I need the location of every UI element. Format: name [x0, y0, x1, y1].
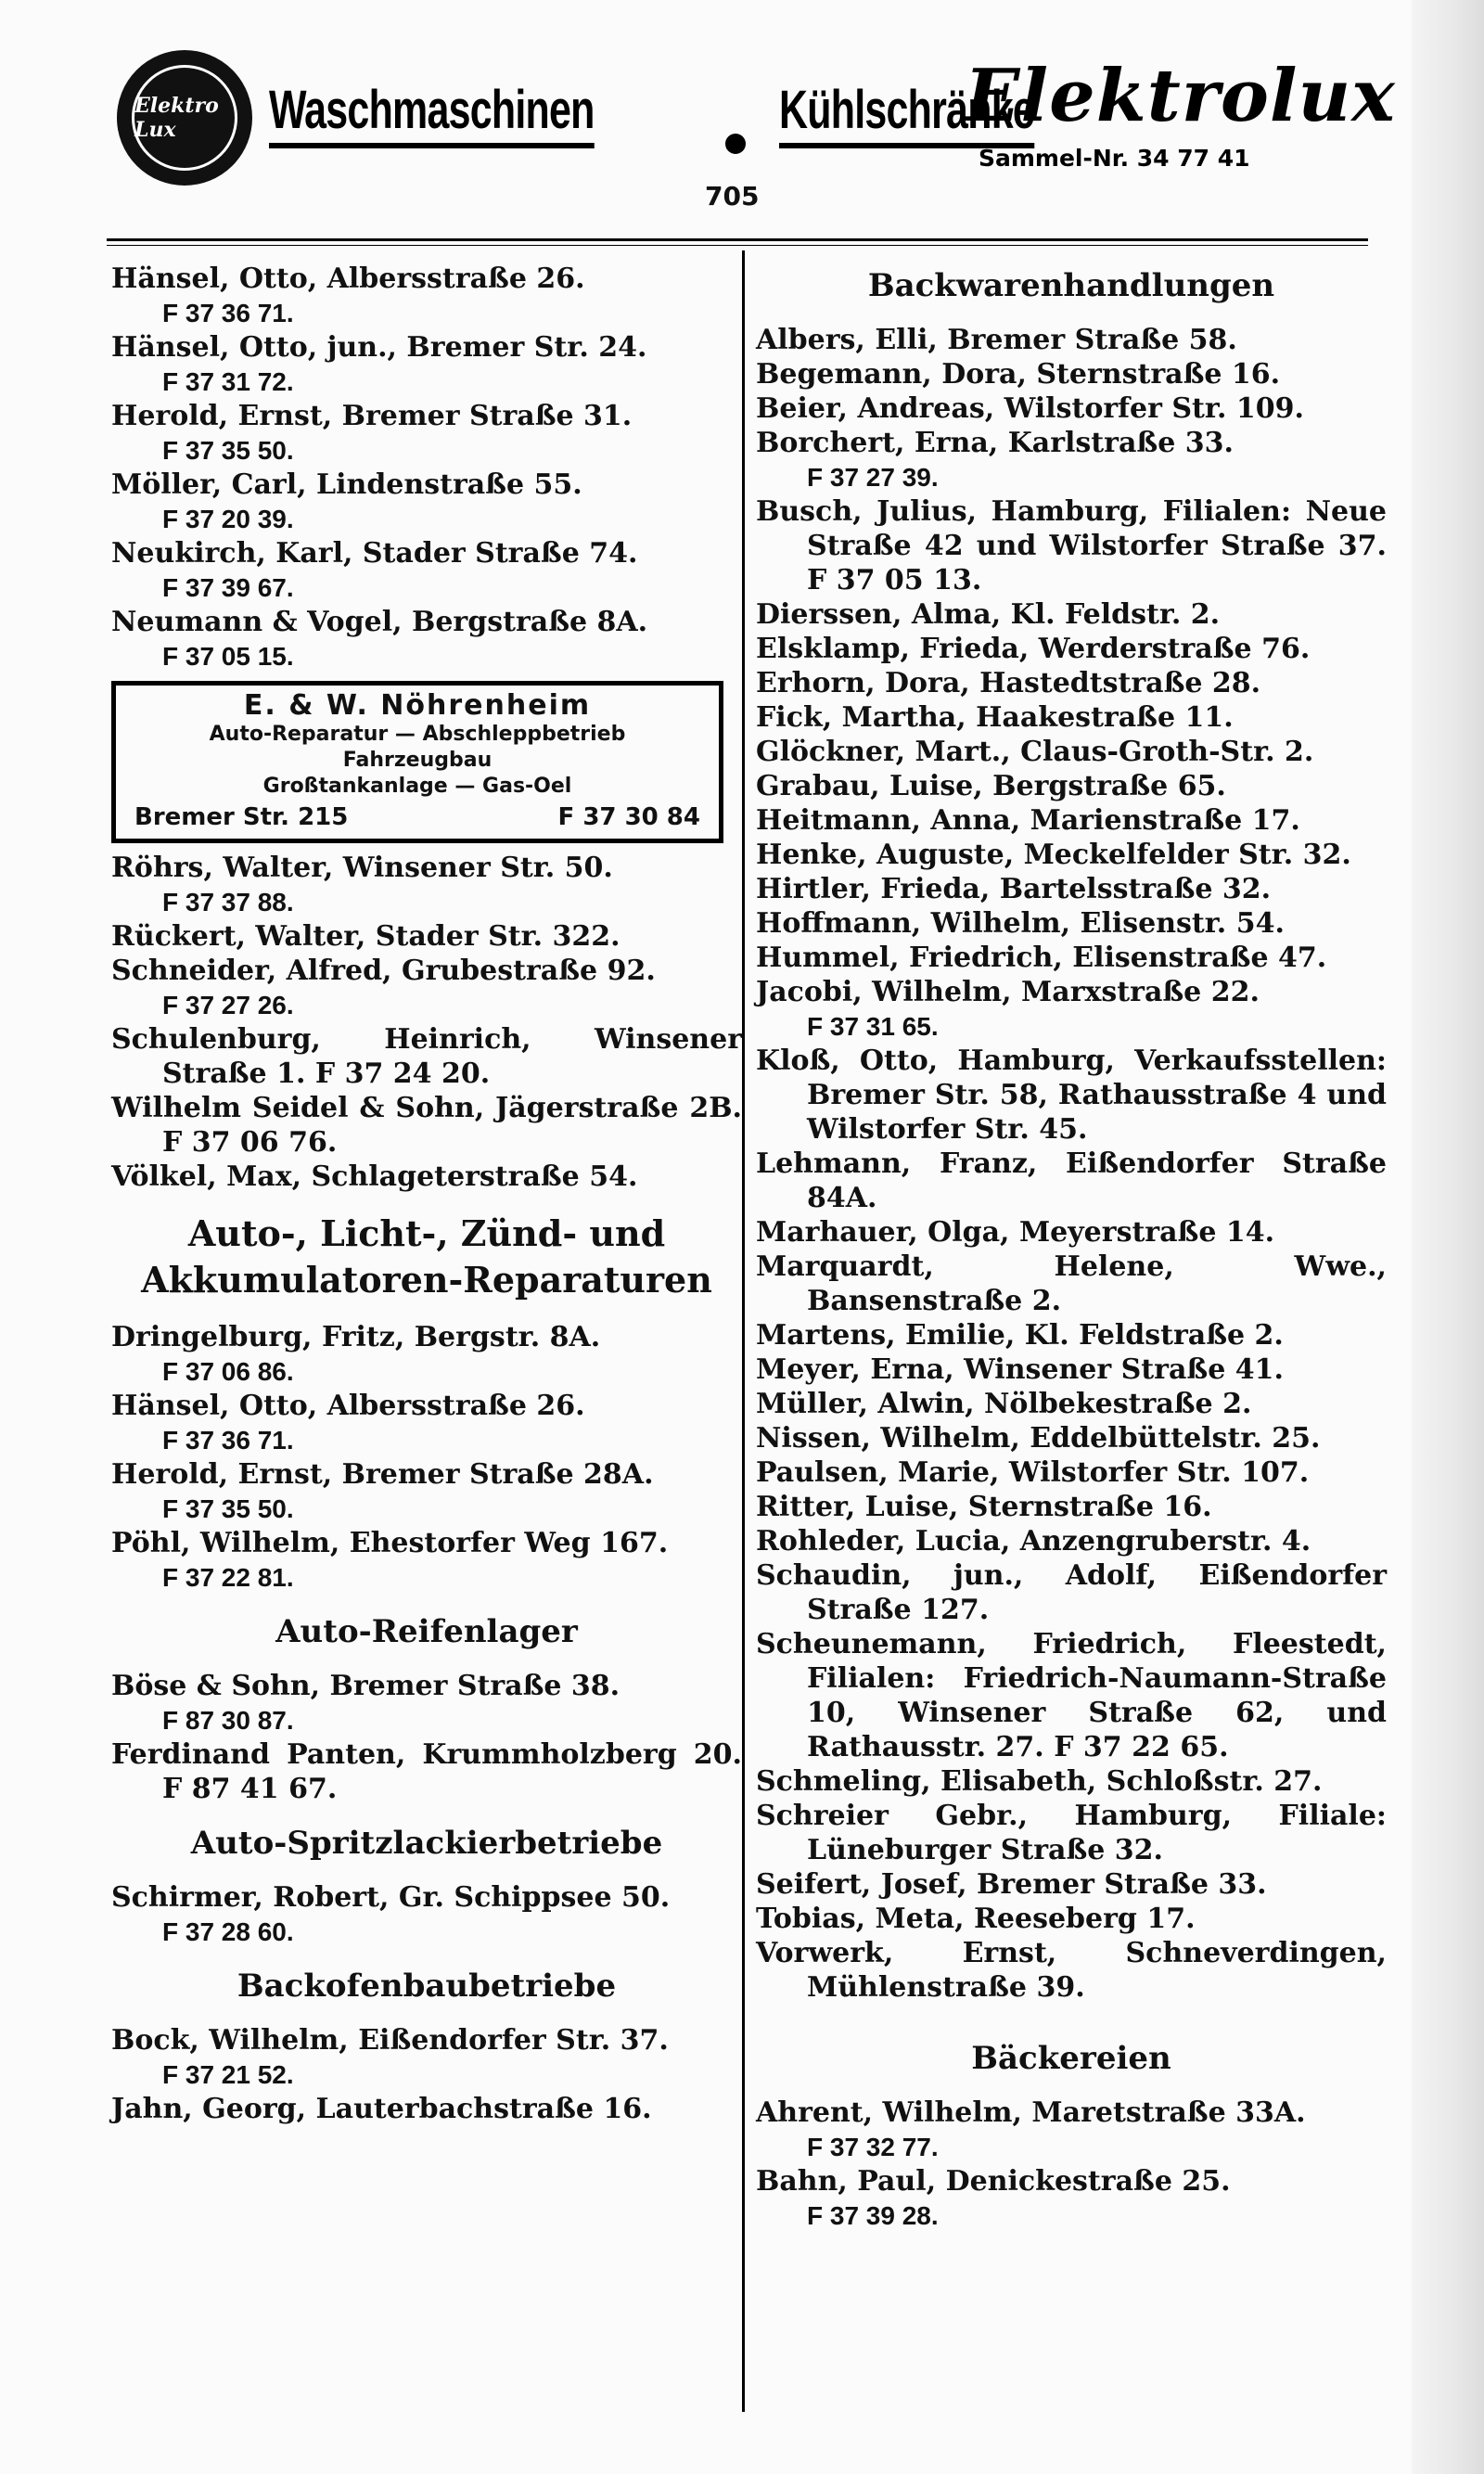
ad-contact — [134, 800, 700, 835]
directory-entry — [756, 1387, 1387, 1421]
entries-group — [111, 2023, 742, 2126]
masthead-kuehlschraenke: Kühlschränke — [779, 78, 1034, 148]
entry-name: Dringelburg, Fritz, Bergstr. 8A. — [111, 1321, 601, 1353]
heading-line: Akkumulatoren-Reparaturen — [141, 1259, 712, 1301]
entry-name: Seifert, Josef, Bremer Straße 33. — [756, 1868, 1267, 1901]
entry-name: Neukirch, Karl, Stader Straße 74. — [111, 537, 638, 570]
directory-entry — [111, 1091, 742, 1160]
directory-entry — [756, 323, 1387, 357]
directory-entry — [111, 1526, 742, 1595]
section-heading-auto-reparaturen — [111, 1211, 742, 1303]
entry-name: Hänsel, Otto, Albersstraße 26. — [111, 263, 585, 295]
ad-line: Auto-Reparatur — Abschleppbetrieb — [209, 723, 626, 746]
entry-name: Herold, Ernst, Bremer Straße 28A. — [111, 1458, 654, 1491]
directory-entry — [756, 357, 1387, 391]
entry-phone: F 37 05 15. — [162, 642, 294, 671]
entry-name: Ferdinand Panten, Krummholzberg 20. F 87 41 67. — [111, 1738, 742, 1805]
directory-entry — [111, 1022, 742, 1091]
entry-name: Nissen, Wilhelm, Eddelbüttelstr. 25. — [756, 1422, 1321, 1455]
directory-entry — [756, 2096, 1387, 2164]
heading-line: Auto-, Licht-, Zünd- und — [187, 1212, 666, 1254]
ad-address: Bremer Str. 215 — [134, 803, 349, 831]
directory-entry — [756, 494, 1387, 597]
entry-phone: F 37 35 50. — [162, 436, 294, 465]
entry-name: Lehmann, Franz, Eißendorfer Straße 84A. — [756, 1147, 1387, 1214]
directory-entry — [111, 851, 742, 919]
entry-phone: F 37 35 50. — [162, 1494, 294, 1523]
entry-name: Meyer, Erna, Winsener Straße 41. — [756, 1353, 1284, 1386]
directory-entry — [756, 1490, 1387, 1524]
directory-entry — [756, 941, 1387, 975]
entry-name: Jacobi, Wilhelm, Marxstraße 22. — [756, 976, 1260, 1008]
right-column — [756, 262, 1387, 2233]
entries-group — [111, 851, 742, 1194]
entries-group — [756, 323, 1387, 2005]
entry-name: Herold, Ernst, Bremer Straße 31. — [111, 400, 633, 432]
directory-entry — [111, 468, 742, 536]
directory-entry — [111, 2092, 742, 2126]
masthead-brand: Elektrolux — [965, 54, 1396, 138]
directory-entry — [111, 1160, 742, 1194]
entry-name: Schaudin, jun., Adolf, Eißendorfer Straße 127. — [756, 1559, 1387, 1626]
entries-group — [111, 1669, 742, 1806]
directory-entry — [111, 330, 742, 399]
entry-phone: F 37 27 26. — [162, 991, 294, 1019]
directory-entry — [756, 838, 1387, 872]
entry-name: Schulenburg, Heinrich, Winsener Straße 1. F 37 24 20. — [111, 1023, 742, 1090]
entry-phone: F 37 31 72. — [162, 367, 294, 396]
directory-entry — [756, 1455, 1387, 1490]
directory-entry — [756, 1524, 1387, 1558]
entry-name: Hänsel, Otto, Albersstraße 26. — [111, 1390, 585, 1422]
directory-entry — [756, 906, 1387, 941]
entry-phone: F 37 39 67. — [162, 573, 294, 602]
section-heading-backwaren: Backwarenhandlungen — [867, 267, 1275, 304]
directory-entry — [756, 1352, 1387, 1387]
page-number: 705 — [705, 181, 760, 212]
entry-name: Hirtler, Frieda, Bartelsstraße 32. — [756, 873, 1272, 905]
directory-entry — [756, 632, 1387, 666]
ad-line: Großtankanlage — Gas-Oel — [262, 775, 572, 798]
directory-entry — [756, 1421, 1387, 1455]
entry-name: Busch, Julius, Hamburg, Filialen: Neue Straße 42 und Wilstorfer Straße 37. F 37 05 13. — [756, 495, 1387, 596]
directory-entry — [756, 700, 1387, 735]
entry-name: Beier, Andreas, Wilstorfer Str. 109. — [756, 392, 1304, 425]
directory-entry — [111, 1880, 742, 1949]
directory-entry — [756, 803, 1387, 838]
directory-entry — [111, 536, 742, 605]
directory-entry — [111, 1320, 742, 1389]
entry-name: Erhorn, Dora, Hastedtstraße 28. — [756, 667, 1261, 699]
directory-entry — [111, 399, 742, 468]
entry-name: Dierssen, Alma, Kl. Feldstr. 2. — [756, 598, 1221, 631]
section-heading-spritzlackier: Auto-Spritzlackierbetriebe — [190, 1825, 663, 1862]
entry-name: Rückert, Walter, Stader Str. 322. — [111, 920, 620, 953]
directory-entry — [756, 1558, 1387, 1627]
directory-entry — [756, 666, 1387, 700]
directory-entry — [756, 391, 1387, 426]
entry-phone: F 37 20 39. — [162, 505, 294, 533]
entry-phone: F 37 31 65. — [807, 1012, 939, 1041]
directory-entry — [111, 262, 742, 330]
entry-phone: F 87 30 87. — [162, 1706, 294, 1735]
entry-phone: F 37 36 71. — [162, 1426, 294, 1455]
directory-entry — [756, 426, 1387, 494]
entry-name: Elsklamp, Frieda, Werderstraße 76. — [756, 633, 1311, 665]
entry-name: Schmeling, Elisabeth, Schloßstr. 27. — [756, 1765, 1323, 1798]
electrolux-logo — [117, 50, 252, 186]
entry-name: Bahn, Paul, Denickestraße 25. — [756, 2165, 1231, 2198]
ad-phone: F 37 30 84 — [557, 803, 700, 831]
entry-name: Begemann, Dora, Sternstraße 16. — [756, 358, 1281, 391]
entry-name: Hummel, Friedrich, Elisenstraße 47. — [756, 942, 1327, 974]
directory-entry — [111, 919, 742, 954]
entry-name: Müller, Alwin, Nölbekestraße 2. — [756, 1388, 1252, 1420]
entry-phone: F 37 21 52. — [162, 2060, 294, 2089]
entry-name: Scheunemann, Friedrich, Fleestedt, Filialen: Friedrich-Naumann-Straße 10, Winsener Straße 62, und Rathausstr. 27. F 37 22 65. — [756, 1628, 1387, 1763]
entry-name: Wilhelm Seidel & Sohn, Jägerstraße 2B. F 37 06 76. — [111, 1092, 742, 1159]
entry-name: Völkel, Max, Schlageterstraße 54. — [111, 1160, 638, 1193]
entries-group — [756, 2096, 1387, 2233]
entry-name: Vorwerk, Ernst, Schneverdingen, Mühlenstraße 39. — [756, 1937, 1387, 2004]
entry-name: Jahn, Georg, Lauterbachstraße 16. — [111, 2093, 652, 2125]
directory-entry — [756, 1799, 1387, 1867]
entry-name: Fick, Martha, Haakestraße 11. — [756, 701, 1234, 734]
entry-name: Schreier Gebr., Hamburg, Filiale: Lüneburger Straße 32. — [756, 1800, 1387, 1866]
entry-name: Böse & Sohn, Bremer Straße 38. — [111, 1670, 620, 1702]
entry-name: Hänsel, Otto, jun., Bremer Str. 24. — [111, 331, 647, 364]
column-divider — [742, 250, 745, 2412]
entry-name: Schneider, Alfred, Grubestraße 92. — [111, 955, 656, 987]
directory-entry — [111, 1389, 742, 1457]
directory-entry — [756, 2164, 1387, 2233]
entry-name: Kloß, Otto, Hamburg, Verkaufsstellen: Bremer Str. 58, Rathausstraße 4 und Wilstorfer Str. 45. — [756, 1045, 1387, 1146]
directory-entry — [756, 597, 1387, 632]
logo-text: Elektro Lux — [132, 65, 237, 171]
directory-entry — [756, 1902, 1387, 1936]
directory-entry — [756, 872, 1387, 906]
noehrenheim-ad-box — [111, 681, 723, 843]
entries-group — [111, 1320, 742, 1595]
section-heading-baeckereien: Bäckereien — [971, 2040, 1171, 2077]
ad-title: E. & W. Nöhrenheim — [243, 689, 592, 722]
directory-entry — [111, 1457, 742, 1526]
masthead-sammel-nr: Sammel-Nr. 34 77 41 — [979, 145, 1250, 172]
entry-name: Paulsen, Marie, Wilstorfer Str. 107. — [756, 1456, 1310, 1489]
entry-phone: F 37 22 81. — [162, 1563, 294, 1592]
directory-entry — [111, 1669, 742, 1737]
entry-phone: F 37 37 88. — [162, 888, 294, 917]
entry-name: Möller, Carl, Lindenstraße 55. — [111, 468, 582, 501]
entry-phone: F 37 06 86. — [162, 1357, 294, 1386]
header-rule — [107, 238, 1368, 246]
left-column — [111, 262, 742, 2126]
directory-entry — [756, 769, 1387, 803]
entry-phone: F 37 32 77. — [807, 2133, 939, 2161]
entry-name: Röhrs, Walter, Winsener Str. 50. — [111, 852, 613, 884]
directory-entry — [756, 1250, 1387, 1318]
masthead-ad — [111, 45, 1396, 174]
entry-name: Marhauer, Olga, Meyerstraße 14. — [756, 1216, 1275, 1249]
entry-name: Rohleder, Lucia, Anzengruberstr. 4. — [756, 1525, 1311, 1557]
masthead-waschmaschinen: Waschmaschinen — [269, 78, 595, 148]
entry-phone: F 37 27 39. — [807, 463, 939, 492]
directory-entry — [756, 735, 1387, 769]
entries-group — [111, 262, 742, 673]
entry-name: Marquardt, Helene, Wwe., Bansenstraße 2. — [756, 1250, 1387, 1317]
directory-entry — [111, 1737, 742, 1806]
entry-phone: F 37 28 60. — [162, 1917, 294, 1946]
entry-name: Albers, Elli, Bremer Straße 58. — [756, 324, 1237, 356]
entry-name: Bock, Wilhelm, Eißendorfer Str. 37. — [111, 2024, 669, 2057]
entry-name: Ahrent, Wilhelm, Maretstraße 33A. — [756, 2096, 1306, 2129]
entry-name: Ritter, Luise, Sternstraße 16. — [756, 1491, 1212, 1523]
entry-name: Neumann & Vogel, Bergstraße 8A. — [111, 606, 648, 638]
entry-phone: F 37 39 28. — [807, 2201, 939, 2230]
directory-entry — [756, 1867, 1387, 1902]
section-heading-backofenbau: Backofenbaubetriebe — [237, 1968, 617, 2005]
directory-entry — [111, 954, 742, 1022]
directory-entry — [756, 975, 1387, 1044]
directory-entry — [111, 2023, 742, 2092]
entry-name: Glöckner, Mart., Claus-Groth-Str. 2. — [756, 736, 1314, 768]
directory-entry — [756, 1627, 1387, 1764]
entries-group — [111, 1880, 742, 1949]
entry-name: Schirmer, Robert, Gr. Schippsee 50. — [111, 1881, 671, 1914]
section-heading-reifenlager: Auto-Reifenlager — [275, 1613, 578, 1650]
directory-entry — [756, 1318, 1387, 1352]
entry-name: Tobias, Meta, Reeseberg 17. — [756, 1903, 1196, 1935]
directory-entry — [756, 1936, 1387, 2005]
entry-name: Grabau, Luise, Bergstraße 65. — [756, 770, 1226, 802]
entry-name: Borchert, Erna, Karlstraße 33. — [756, 427, 1234, 459]
directory-entry — [756, 1044, 1387, 1147]
entry-phone: F 37 36 71. — [162, 299, 294, 327]
entry-name: Martens, Emilie, Kl. Feldstraße 2. — [756, 1319, 1284, 1352]
entry-name: Hoffmann, Wilhelm, Elisenstr. 54. — [756, 907, 1285, 940]
entry-name: Heitmann, Anna, Marienstraße 17. — [756, 804, 1300, 837]
ad-line: Fahrzeugbau — [342, 749, 493, 772]
directory-entry — [756, 1764, 1387, 1799]
entry-name: Henke, Auguste, Meckelfelder Str. 32. — [756, 839, 1351, 871]
directory-entry — [756, 1215, 1387, 1250]
page-edge — [1412, 0, 1484, 2474]
entry-name: Pöhl, Wilhelm, Ehestorfer Weg 167. — [111, 1527, 669, 1559]
bullet-dot — [725, 134, 746, 154]
directory-entry — [111, 605, 742, 673]
directory-entry — [756, 1147, 1387, 1215]
